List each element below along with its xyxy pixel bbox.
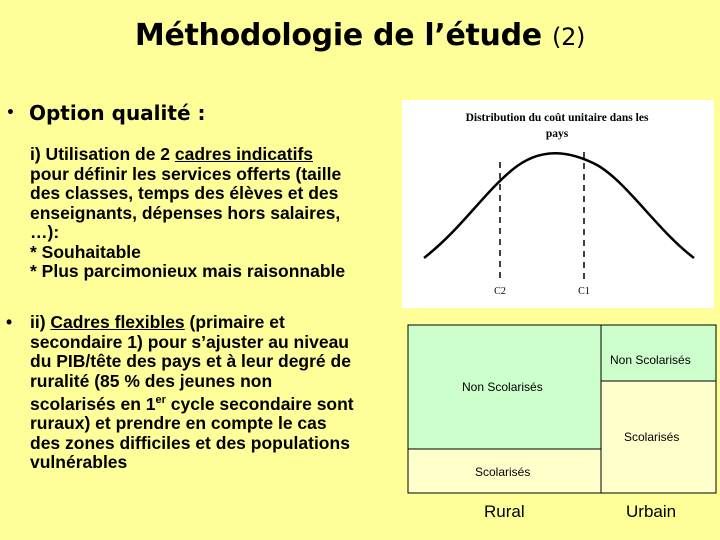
item-ii-text: ii) Cadres flexibles (primaire et secondaire 1) pour s’ajuster au niveau du PIB/tête des pays et à leur degré de ruralité (85 % des jeunes non scolarisés en 1er cycle secondaire sont ruraux) et prendre en compte le cas des zones difficiles et des populations vulnérables <box>30 312 354 473</box>
item-ii-bullet: • <box>6 312 13 332</box>
bullet-icon: • <box>6 105 15 121</box>
urban-axis-label: Urbain <box>626 502 677 521</box>
item-i-underlined: cadres indicatifs <box>174 144 314 164</box>
urban-scolarises-label: Scolarisés <box>624 430 680 444</box>
rural-scolarises-label: Scolarisés <box>475 465 531 479</box>
rural-axis-label: Rural <box>484 502 525 521</box>
option-heading-text: Option qualité : <box>28 101 206 125</box>
c1-label: C1 <box>578 286 590 297</box>
item-i-text: i) Utilisation de 2 cadres indicatifs pour définir les services offerts (taille des classes, temps des élèves et des enseignants, dépenses hors salaires, …): * Souhaitable * Plus parcimonieux mais raisonnable <box>30 144 346 281</box>
title-suffix: (2) <box>552 23 586 51</box>
c2-label: C2 <box>494 286 506 297</box>
figure-title-line2: pays <box>545 128 569 140</box>
figure-title-line1: Distribution du coût unitaire dans les <box>465 112 649 124</box>
rural-non-scolarises-label: Non Scolarisés <box>462 380 543 394</box>
urban-non-scolarises-label: Non Scolarisés <box>610 353 691 367</box>
title-main: Méthodologie de l’étude <box>134 18 542 53</box>
item-ii-underlined: Cadres flexibles <box>50 312 185 332</box>
